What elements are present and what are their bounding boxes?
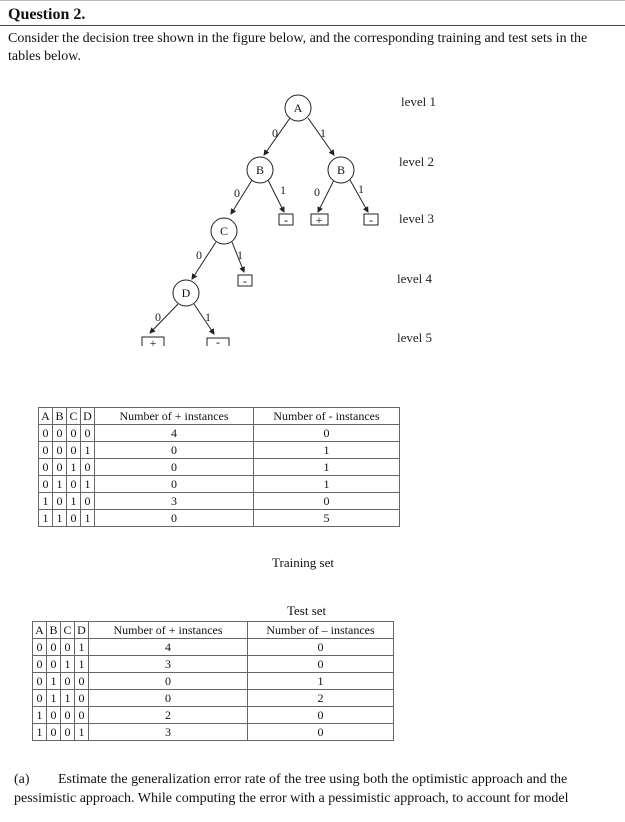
edge-label: 0 (314, 185, 320, 199)
table-row (33, 707, 394, 724)
header-cell: D (75, 622, 89, 639)
table-row (33, 656, 394, 673)
table-cell: 0 (95, 510, 254, 527)
table-cell: 0 (254, 493, 400, 510)
table-cell: 0 (75, 690, 89, 707)
test-set-caption: Test set (287, 603, 327, 618)
leaf-label: - (369, 213, 373, 227)
header-cell: Number of – instances (248, 622, 394, 639)
header-cell: Number of - instances (254, 408, 400, 425)
table-cell: 1 (33, 724, 47, 741)
table-cell: 1 (75, 724, 89, 741)
table-cell: 0 (61, 673, 75, 690)
table-row (39, 476, 400, 493)
table-cell: 1 (75, 639, 89, 656)
table-cell: 1 (61, 690, 75, 707)
table-cell: 0 (89, 673, 248, 690)
table-cell: 0 (61, 639, 75, 656)
table-cell: 0 (53, 425, 67, 442)
table-cell: 0 (53, 442, 67, 459)
level-label: level 4 (397, 271, 433, 286)
header-cell: D (81, 408, 95, 425)
table-cell: 1 (75, 656, 89, 673)
table-cell: 0 (81, 493, 95, 510)
table-cell: 0 (81, 459, 95, 476)
table-cell: 0 (75, 707, 89, 724)
table-cell: 0 (47, 656, 61, 673)
part-a-label: (a) (14, 772, 30, 787)
level-label: level 2 (399, 154, 435, 169)
edge-label: 1 (205, 310, 211, 324)
leaf-label: + (149, 336, 157, 350)
level-label: level 3 (399, 211, 435, 226)
table-cell: 1 (47, 690, 61, 707)
table-row (39, 493, 400, 510)
header-cell: C (67, 408, 81, 425)
table-cell: 1 (254, 476, 400, 493)
training-set-caption: Training set (272, 555, 334, 570)
header-cell: A (33, 622, 47, 639)
table-cell: 0 (95, 459, 254, 476)
table-cell: 0 (39, 476, 53, 493)
table-cell: 0 (33, 690, 47, 707)
table-header-row (33, 622, 394, 639)
table-cell: 1 (39, 493, 53, 510)
table-row (33, 690, 394, 707)
header-cell: A (39, 408, 53, 425)
table-cell: 0 (67, 425, 81, 442)
table-cell: 0 (248, 639, 394, 656)
table-cell: 1 (81, 476, 95, 493)
edge-label: 1 (237, 248, 243, 262)
table-cell: 0 (33, 673, 47, 690)
edge-label: 0 (272, 126, 278, 140)
table-cell: 0 (39, 459, 53, 476)
edge-label: 1 (358, 182, 364, 196)
table-cell: 5 (254, 510, 400, 527)
table-cell: 1 (254, 442, 400, 459)
node-a-label: A (293, 101, 303, 115)
table-cell: 0 (67, 510, 81, 527)
table-cell: 1 (67, 493, 81, 510)
table-cell: 0 (61, 724, 75, 741)
table-cell: 3 (89, 656, 248, 673)
table-cell: 2 (248, 690, 394, 707)
table-cell: 0 (248, 724, 394, 741)
header-cell: C (61, 622, 75, 639)
question-intro: Consider the decision tree shown in the figure below, and the corresponding training and test sets in the tables below. (8, 31, 588, 64)
table-row (33, 673, 394, 690)
table-cell: 0 (248, 707, 394, 724)
leaf-label: - (284, 213, 288, 227)
header-cell: B (47, 622, 61, 639)
leaf-label: + (315, 213, 323, 227)
edge-label: 1 (280, 183, 286, 197)
table-cell: 0 (39, 425, 53, 442)
node-b-left-label: B (255, 163, 265, 177)
table-cell: 1 (67, 459, 81, 476)
table-cell: 0 (47, 707, 61, 724)
node-b-right-label: B (336, 163, 346, 177)
leaf-label: - (216, 335, 220, 349)
table-cell: 1 (254, 459, 400, 476)
leaf-label: - (243, 274, 247, 288)
table-row (33, 639, 394, 656)
level-label: level 1 (401, 94, 437, 109)
table-cell: 0 (75, 673, 89, 690)
edge-label: 1 (320, 126, 326, 140)
table-row (39, 425, 400, 442)
table-cell: 1 (61, 656, 75, 673)
table-cell: 1 (81, 442, 95, 459)
table-cell: 0 (47, 724, 61, 741)
table-cell: 4 (95, 425, 254, 442)
table-cell: 0 (33, 639, 47, 656)
table-cell: 0 (67, 442, 81, 459)
training-set-table (38, 407, 400, 527)
table-header-row (39, 408, 400, 425)
table-cell: 0 (95, 476, 254, 493)
table-cell: 0 (33, 656, 47, 673)
edge-d-1 (194, 304, 214, 334)
table-cell: 0 (81, 425, 95, 442)
edge-b2-0 (318, 180, 334, 212)
header-cell: Number of + instances (89, 622, 248, 639)
table-cell: 4 (89, 639, 248, 656)
table-cell: 1 (81, 510, 95, 527)
table-cell: 0 (254, 425, 400, 442)
test-set-table (32, 621, 394, 741)
node-c-label: C (219, 224, 229, 238)
table-cell: 3 (95, 493, 254, 510)
table-cell: 1 (53, 510, 67, 527)
table-cell: 1 (33, 707, 47, 724)
table-cell: 1 (47, 673, 61, 690)
table-row (33, 724, 394, 741)
table-cell: 0 (47, 639, 61, 656)
table-cell: 0 (95, 442, 254, 459)
edge-label: 0 (234, 186, 240, 200)
table-cell: 0 (53, 459, 67, 476)
question-title: Question 2. (8, 6, 86, 23)
table-row (39, 442, 400, 459)
edge-label: 0 (155, 310, 161, 324)
part-a-text: Estimate the generalization error rate of the tree using both the optimistic approach and the pessimistic approach. While computing the error with a pessimistic approach, to account for model (14, 772, 569, 806)
table-cell: 2 (89, 707, 248, 724)
table-cell: 0 (248, 656, 394, 673)
header-cell: Number of + instances (95, 408, 254, 425)
table-cell: 1 (53, 476, 67, 493)
table-row (39, 459, 400, 476)
table-row (39, 510, 400, 527)
table-cell: 0 (61, 707, 75, 724)
table-cell: 0 (67, 476, 81, 493)
part-a-question (14, 770, 614, 808)
table-cell: 3 (89, 724, 248, 741)
header-cell: B (53, 408, 67, 425)
table-cell: 0 (53, 493, 67, 510)
table-cell: 0 (89, 690, 248, 707)
node-d-label: D (181, 286, 191, 300)
edge-label: 0 (196, 248, 202, 262)
level-label: level 5 (397, 330, 433, 345)
table-cell: 1 (248, 673, 394, 690)
decision-tree-figure (0, 0, 625, 360)
table-cell: 0 (39, 442, 53, 459)
table-cell: 1 (39, 510, 53, 527)
